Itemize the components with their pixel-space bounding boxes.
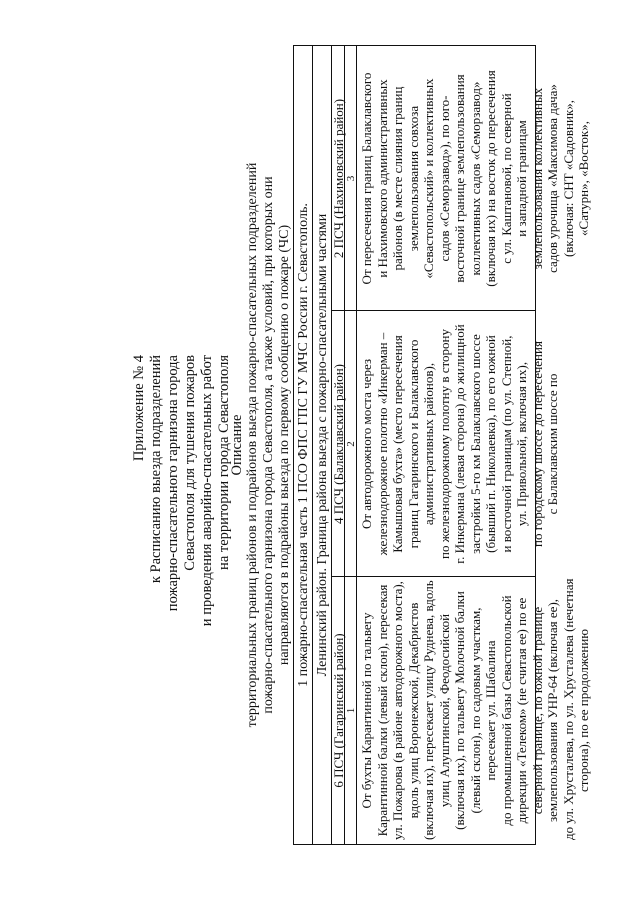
cell-line: садов урочища «Максимова дача»: [545, 84, 560, 273]
table-header-sub: Ленинский район. Граница района выезда с пожарно-спасательными частями: [313, 46, 332, 844]
appendix-line: и проведения аварийно-спасательных работ: [199, 355, 215, 627]
cell-line: От пересечения границ Балаклавского: [359, 72, 374, 285]
table-cell-col2: [359, 314, 561, 574]
column-number: 1: [345, 577, 357, 844]
column-number: 3: [345, 46, 357, 311]
cell-line: до ул. Хрусталева, по ул. Хрусталева (нечетная: [560, 578, 576, 840]
cell-line: по городскому шоссе до пересечения: [529, 341, 545, 547]
title-heading: Описание: [229, 414, 245, 476]
cell-line: дирекции «Телеком» (не считая ее) по ее: [514, 597, 529, 824]
cell-line: садов «Семорзавод»), по юго-: [436, 95, 452, 262]
cell-line: От автодорожного моста через: [359, 358, 374, 530]
cell-line: землепользования совхоза: [405, 105, 421, 252]
column-title: 6 ПСЧ (Гагаринский район): [332, 577, 345, 844]
cell-line: (включая: СНТ «Садовник»,: [560, 99, 576, 258]
cell-line: (включая их), по тальвегу Молочной балки: [452, 591, 467, 830]
cell-line: административных районов),: [421, 362, 436, 526]
appendix-line: пожарно-спасательного гарнизона города: [165, 355, 181, 612]
cell-line: районов (в месте слияния границ: [390, 86, 405, 271]
cell-line: г. Инкермана (левая сторона) до жилищной: [452, 324, 467, 564]
table-cell-col3: [359, 49, 592, 308]
cell-line: ул. Пожарова (в районе автодорожного моста),: [390, 581, 405, 840]
cell-line: (включая их), пересекает улицу Руднева, вдоль: [421, 580, 436, 840]
cell-line: восточной границе землепользования: [452, 74, 467, 283]
cell-line: землепользования коллективных: [529, 87, 545, 270]
appendix-line: на территории города Севастополя: [216, 355, 232, 570]
cell-line: и западной границам: [514, 120, 529, 237]
cell-line: и Нахимовского административных: [374, 79, 390, 278]
appendix-line: Приложение № 4: [131, 355, 147, 462]
cell-line: (бывший п. Николаевка), по его южной: [483, 335, 498, 553]
column-divider: [332, 576, 535, 577]
column-title: 4 ПСЧ (Балаклавский район): [332, 311, 345, 577]
cell-line: вдоль улиц Воронежской, Декабристов: [405, 602, 421, 819]
title-line: направляются в подрайоны выезда по первому сообщению о пожаре (ЧС): [277, 224, 292, 666]
cell-line: От бухты Карантинной по тальвегу: [359, 612, 374, 809]
cell-line: сторона), по ее продолжению: [576, 628, 591, 793]
cell-line: пересекает ул. Шабалина: [483, 640, 498, 781]
appendix-line: к Расписанию выезда подразделений: [148, 355, 164, 584]
cell-line: границ Гагаринского и Балаклавского: [405, 339, 421, 549]
cell-line: (левый склон), по садовым участкам,: [467, 607, 483, 814]
column-number: 2: [345, 311, 357, 577]
boundaries-table: [293, 45, 591, 845]
cell-line: Карантинной балки (левый склон), пересекая: [374, 584, 390, 837]
cell-line: с Балаклавским шоссе по: [545, 373, 560, 515]
table-header-main: 1 пожарно-спасательная часть 1 ПСО ФПС ГПС ГУ МЧС России г. Севастополь.: [294, 46, 313, 844]
cell-line: ул. Привольной, включая их),: [514, 361, 529, 527]
column-title: 2 ПСЧ (Нахимовский район): [332, 46, 345, 311]
cell-line: улиц Алуштинской, Феодосийской: [436, 613, 452, 808]
column-divider: [332, 310, 535, 311]
cell-line: Камышовая бухта» (место пересечения: [390, 335, 405, 553]
cell-line: «Сатурн», «Восток»,: [576, 121, 591, 236]
appendix-line: Севастополя для тушения пожаров: [182, 355, 198, 571]
cell-line: по железнодорожному полотну в сторону: [436, 329, 452, 559]
cell-line: застройки 5-го км Балаклавского шоссе: [467, 334, 483, 554]
title-line: территориальных границ районов и подрайонов выезда пожарно-спасательных подразделений: [245, 162, 260, 728]
cell-line: железнодорожное полотно «Инкерман –: [374, 332, 390, 556]
cell-line: «Севастопольский» и коллективных: [421, 78, 436, 279]
cell-line: (включая их) на восток до пересечения: [483, 70, 498, 287]
cell-line: и восточной границам (по ул. Степной,: [498, 335, 514, 553]
title-line: пожарно-спасательного гарнизона города Севастополя, а также условий, при которых они: [261, 176, 276, 714]
cell-line: северной границе, по южной границе: [529, 606, 545, 815]
table-cell-col1: [359, 578, 592, 840]
cell-line: до промышленной базы Севастопольской: [498, 595, 514, 826]
cell-line: коллективных садов «Семорзавод»: [467, 81, 483, 276]
cell-line: с ул. Каштановой, по северной: [498, 93, 514, 264]
cell-line: землепользования УНР-64 (включая ее),: [545, 598, 560, 823]
